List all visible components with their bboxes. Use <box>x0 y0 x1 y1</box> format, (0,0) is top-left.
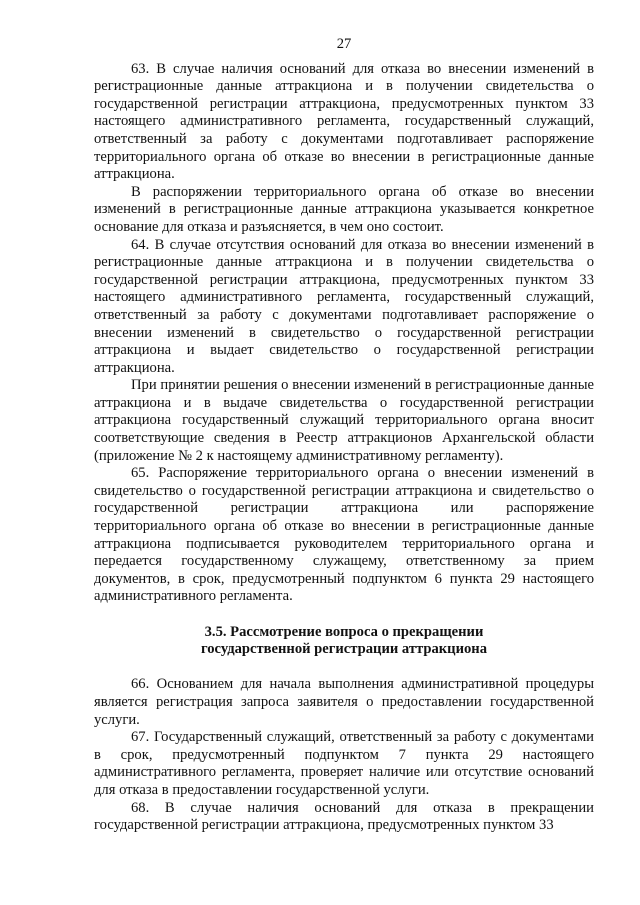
section-heading-line-1: 3.5. Рассмотрение вопроса о прекращении <box>204 623 484 640</box>
paragraph-66: 66. Основанием для начала выполнения административной процедуры является регистрация запроса заявителя о предоставлении государственной услуги. <box>94 676 594 728</box>
paragraph-63-order-details: В распоряжении территориального органа об отказе во внесении изменений в регистрационные данные аттракциона указывается конкретное основание для отказа и разъясняется, в чем оно состоит. <box>94 183 594 235</box>
section-heading-line-2: государственной регистрации аттракциона <box>200 641 487 658</box>
spacer <box>94 606 594 624</box>
paragraph-65: 65. Распоряжение территориального органа о внесении изменений в свидетельство о государственной регистрации аттракциона и свидетельство о государственной регистрации аттракциона или распоряжение территориального органа об отказе во внесении в регистрационные данные аттракциона подписывается руководителем территориального органа и передается государственному служащему, ответственному за прием документов, в срок, предусмотренный подпунктом 6 пункта 29 настоящего административного регламента. <box>94 465 594 605</box>
paragraph-64: 64. В случае отсутствия оснований для отказа во внесении изменений в регистрационные данные аттракциона и в получении свидетельства о государственной регистрации аттракциона, предусмотренных пунктом 33 настоящего административного регламента, государственный служащий, ответственный за работу с документами подготавливает распоряжение о внесении изменений в свидетельство о государственной регистрации аттракциона и выдает свидетельство о государственной регистрации аттракциона. <box>94 236 594 376</box>
spacer <box>94 659 594 677</box>
section-heading <box>94 624 594 659</box>
paragraph-64-registry: При принятии решения о внесении изменений в регистрационные данные аттракциона и в выдаче свидетельства о государственной регистрации аттракциона государственный служащий территориального органа вносит соответствующие сведения в Реестр аттракционов Архангельской области (приложение № 2 к настоящему административному регламенту). <box>94 377 594 464</box>
paragraph-67: 67. Государственный служащий, ответственный за работу с документами в срок, предусмотренный подпунктом 7 пункта 29 настоящего административного регламента, проверяет наличие или отсутствие оснований для отказа в предоставлении государственной услуги. <box>94 729 594 798</box>
paragraph-68: 68. В случае наличия оснований для отказа в прекращении государственной регистрации аттракциона, предусмотренных пунктом 33 <box>94 799 594 834</box>
paragraph-63: 63. В случае наличия оснований для отказа во внесении изменений в регистрационные данные аттракциона и в получении свидетельства о государственной регистрации аттракциона, предусмотренных пунктом 33 настоящего административного регламента, государственный служащий, ответственный за работу с документами подготавливает распоряжение территориального органа об отказе во внесении в регистрационные данные аттракциона. <box>94 60 594 183</box>
page-number: 27 <box>336 36 352 52</box>
